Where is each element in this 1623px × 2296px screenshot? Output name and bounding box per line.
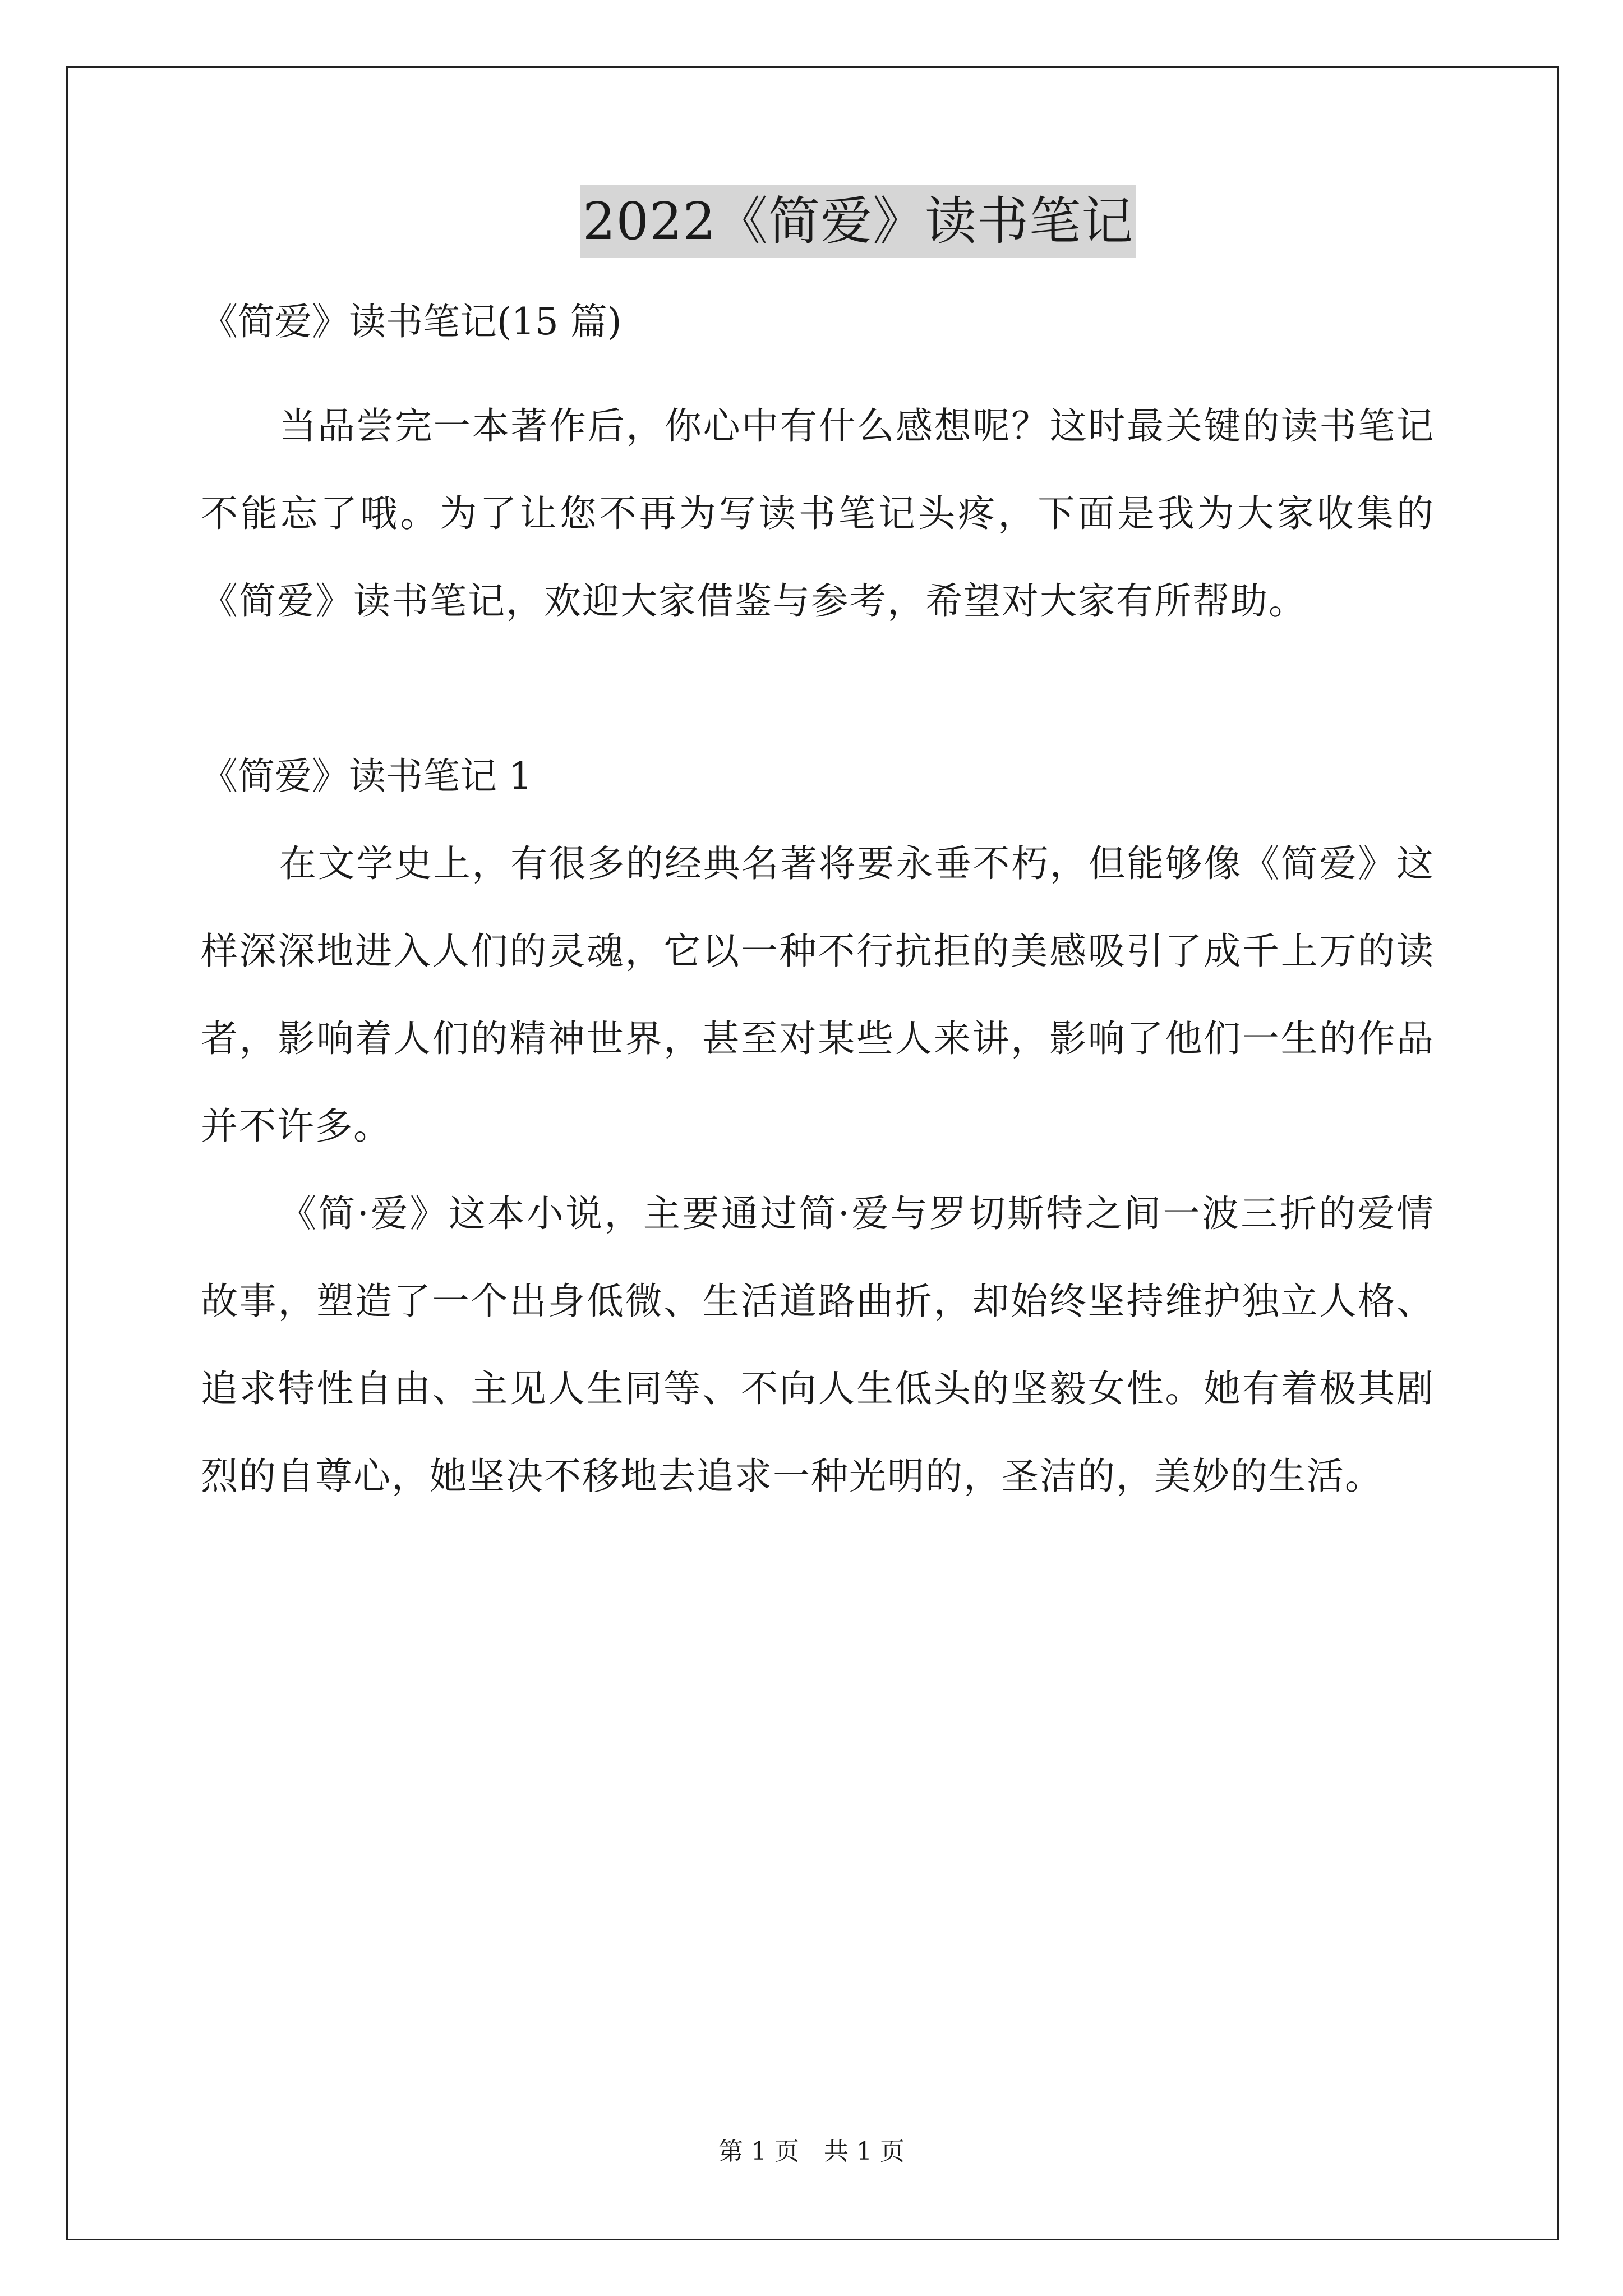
document-subtitle: 《简爱》读书笔记(15 篇) (201, 300, 622, 343)
section-heading-1: 《简爱》读书笔记 1 (201, 754, 532, 798)
intro-paragraph: 当品尝完一本著作后，你心中有什么感想呢？这时最关键的读书笔记不能忘了哦。为了让您不再为写读书笔记头疼，下面是我为大家收集的《简爱》读书笔记，欢迎大家借鉴与参考，希望对大家有所帮助。 (201, 404, 1435, 623)
document-body (201, 185, 1435, 1520)
section-gap (201, 645, 1435, 733)
page-footer: 第 1 页 共 1 页 (718, 2137, 905, 2166)
document-title: 2022《简爱》读书笔记 (580, 185, 1136, 258)
section-1-paragraph-2: 《简·爱》这本小说，主要通过简·爱与罗切斯特之间一波三折的爱情故事，塑造了一个出身低微、生活道路曲折，却始终坚持维护独立人格、追求特性自由、主见人生同等、不向人生低头的坚毅女性。她有着极其剧烈的自尊心，她坚决不移地去追求一种光明的，圣洁的，美妙的生活。 (201, 1192, 1435, 1498)
title-container (201, 185, 1435, 292)
section-1-paragraph-1: 在文学史上，有很多的经典名著将要永垂不朽，但能够像《简爱》这样深深地进入人们的灵魂，它以一种不行抗拒的美感吸引了成千上万的读者，影响着人们的精神世界，甚至对某些人来讲，影响了他们一生的作品并不许多。 (201, 842, 1435, 1148)
